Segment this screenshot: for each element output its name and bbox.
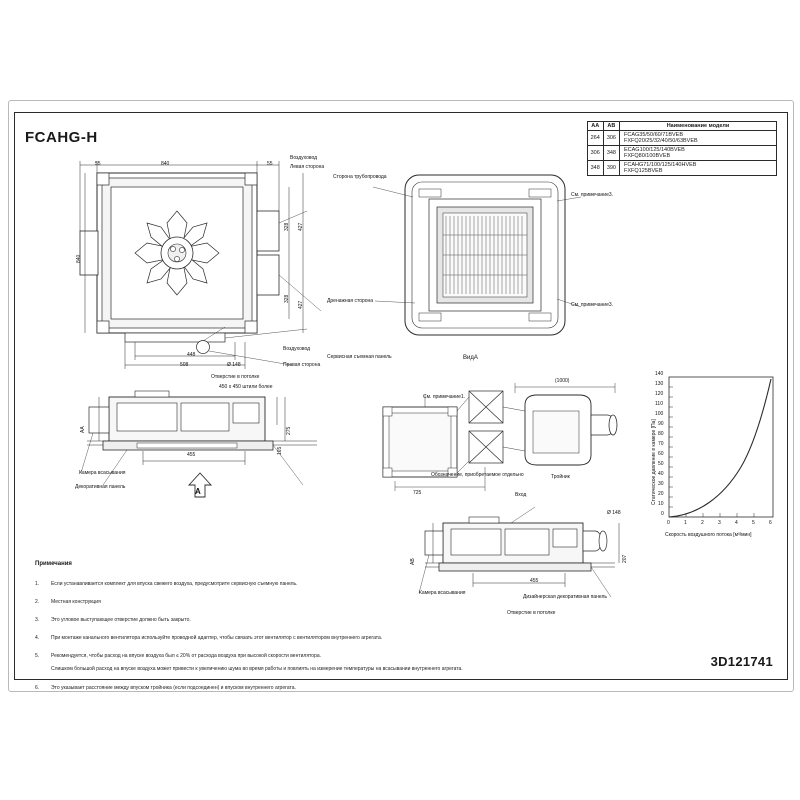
note-number: 4.	[35, 635, 40, 641]
chart-xtick: 2	[701, 520, 704, 526]
dim-inner-3: 328	[284, 294, 290, 303]
chart-ytick: 100	[655, 411, 664, 417]
chart-xtick: 1	[684, 520, 687, 526]
dim-455-lower: 455	[530, 578, 539, 584]
static-pressure-chart	[643, 371, 783, 561]
label-suction-chamber-lower: Камера всасывания	[419, 590, 466, 596]
dim-left-top: 55	[95, 161, 101, 167]
chart-ytick: 80	[658, 431, 664, 437]
label-suction-chamber: Камера всасывания	[79, 470, 126, 476]
label-air-duct-left: Воздуховод	[290, 155, 318, 161]
label-sold-separately: Обозначение, приобретаемое отдельно	[431, 472, 524, 478]
label-ceiling-hole-lower: Отверстие в потолке	[507, 610, 556, 616]
dim-bottom-2: 508	[180, 362, 189, 368]
note-text: При монтаже канального вентилятора используйте проводной адаптер, чтобы связать этот вентилятор с вентилятором внутреннего агрегата.	[51, 635, 383, 641]
label-ceiling-hole: Отверстие в потолке	[211, 374, 260, 380]
top-view-graphic	[75, 151, 375, 401]
dim-inner-4: 427	[298, 300, 304, 309]
model-name: FXFQ125BVEB	[624, 168, 663, 174]
note-text: Рекомендуется, чтобы расход на впуске воздуха был ≤ 20% от расхода воздуха при высокой скорости вентилятора.	[51, 653, 322, 659]
chart-ytick: 30	[658, 481, 664, 487]
note-number: 3.	[35, 617, 40, 623]
chart-ytick: 40	[658, 471, 664, 477]
label-ab: AB	[410, 558, 416, 565]
duct-layout-graphic	[365, 378, 635, 511]
dim-207: 207	[622, 554, 628, 563]
label-drain-side: Дренажная сторона	[327, 298, 374, 304]
cell-aa: 306	[587, 146, 603, 161]
label-left-side: Левая сторона	[290, 164, 325, 170]
model-name: FCAG35/50/60/71BVEB	[624, 132, 684, 138]
chart-ytick: 60	[658, 451, 664, 457]
chart-ytick: 110	[655, 401, 663, 407]
chart-xlabel: Скорость воздушного потока [м³/мин]	[665, 532, 752, 538]
note-number: 6.	[35, 685, 40, 691]
table-row	[587, 146, 776, 161]
chart-ylabel: Статическое давление в камере [Па]	[651, 419, 657, 505]
label-air-duct-right: Воздуховод	[283, 346, 311, 352]
label-diameter: Ø 148	[227, 362, 241, 368]
cell-models	[620, 146, 777, 161]
label-note3-bottom: См. примечание3.	[571, 302, 614, 308]
dim-bottom-1: 448	[187, 352, 196, 358]
table-header-aa: AA	[587, 122, 603, 131]
label-ceiling-opening: 450 х 450 штили более	[219, 384, 273, 390]
dim-455: 455	[187, 452, 196, 458]
cell-ab: 348	[603, 146, 619, 161]
dim-275: 275	[286, 426, 292, 435]
cell-models	[620, 161, 777, 176]
page-title: FCAHG-H	[25, 129, 98, 146]
dim-height: 840	[76, 254, 82, 263]
model-table	[587, 121, 777, 176]
chart-ytick: 0	[661, 511, 664, 517]
chart-ytick: 140	[655, 371, 664, 377]
note-number: 5.	[35, 653, 40, 659]
chart-xtick: 4	[735, 520, 738, 526]
label-tee: Тройник	[551, 474, 570, 480]
chart-xtick: 6	[769, 520, 772, 526]
label-view-a: ВидА	[463, 355, 478, 361]
label-designer-panel: Дизайнерская декоративная панель	[523, 594, 607, 600]
sheet-border-inner	[14, 112, 788, 691]
side-view-graphic	[77, 381, 347, 501]
model-name: FXFQ20/25/32/40/50/63BVEB	[624, 138, 698, 144]
chart-xtick: 3	[718, 520, 721, 526]
cell-ab: 390	[603, 161, 619, 176]
label-pipe-side: Сторона трубопровода	[333, 174, 387, 180]
table-header-ab: AB	[603, 122, 619, 131]
note-number: 2.	[35, 599, 40, 605]
model-name: FXFQ80/100BVEB	[624, 153, 671, 159]
note-text: Местная конструкция	[51, 599, 101, 605]
table-row	[587, 161, 776, 176]
chart-ytick: 120	[655, 391, 664, 397]
dim-inner-1: 328	[284, 222, 290, 231]
dim-165: 165	[277, 446, 283, 455]
dim-1000: (1000)	[555, 378, 570, 384]
label-note3-top: См. примечание3.	[571, 192, 614, 198]
chart-xtick: 5	[752, 520, 755, 526]
note-text: Это угловое выступающее отверстие должно быть закрыто.	[51, 617, 191, 623]
note-text: Это указывает расстояние между впуском тройника (если подсоединен) и впуском внутреннего агрегата.	[51, 685, 296, 691]
model-name: FCAHG71/100/125/140HVEB	[624, 162, 697, 168]
table-row	[587, 131, 776, 146]
table-header-model: Наименование модели	[620, 122, 777, 131]
chart-ytick: 20	[658, 491, 664, 497]
notes-title: Примечания	[35, 561, 72, 567]
cell-aa: 348	[587, 161, 603, 176]
note-number: 1.	[35, 581, 40, 587]
cell-aa: 264	[587, 131, 603, 146]
note-text: Если устанавливается комплект для впуска свежего воздуха, предусмотрите сервисную съемную панель.	[51, 581, 298, 587]
label-arrow-a: A	[195, 487, 201, 496]
chart-ytick: 90	[658, 421, 664, 427]
cell-models	[620, 131, 777, 146]
note-text: Слишком большой расход на впуске воздуха может привести к увеличению шума во время работы и повлиять на измерение температуры на всасывании внутреннего агрегата.	[51, 666, 463, 672]
dim-inner-2: 427	[298, 222, 304, 231]
label-note1: См. примечание1.	[423, 394, 466, 400]
dim-right-top: 55	[267, 161, 273, 167]
table-row	[587, 122, 776, 131]
label-right-side: Правая сторона	[283, 362, 321, 368]
label-inlet: Вход	[515, 492, 527, 498]
label-decor-panel: Декоративная панель	[75, 484, 126, 490]
chart-ytick: 130	[655, 381, 664, 387]
dim-width: 840	[161, 161, 170, 167]
model-name: ECAG100/125/140BVEB	[624, 147, 685, 153]
label-aa: AA	[80, 426, 86, 433]
cell-ab: 306	[603, 131, 619, 146]
chart-xtick: 0	[667, 520, 670, 526]
label-diameter-duct: Ø 148	[607, 510, 621, 516]
chart-ytick: 50	[658, 461, 664, 467]
drawing-code: 3D121741	[710, 654, 773, 669]
label-service-panel: Сервисная съемная панель	[327, 354, 392, 360]
chart-ytick: 10	[658, 501, 664, 507]
chart-ytick: 70	[658, 441, 664, 447]
dim-725: 725	[413, 490, 422, 496]
